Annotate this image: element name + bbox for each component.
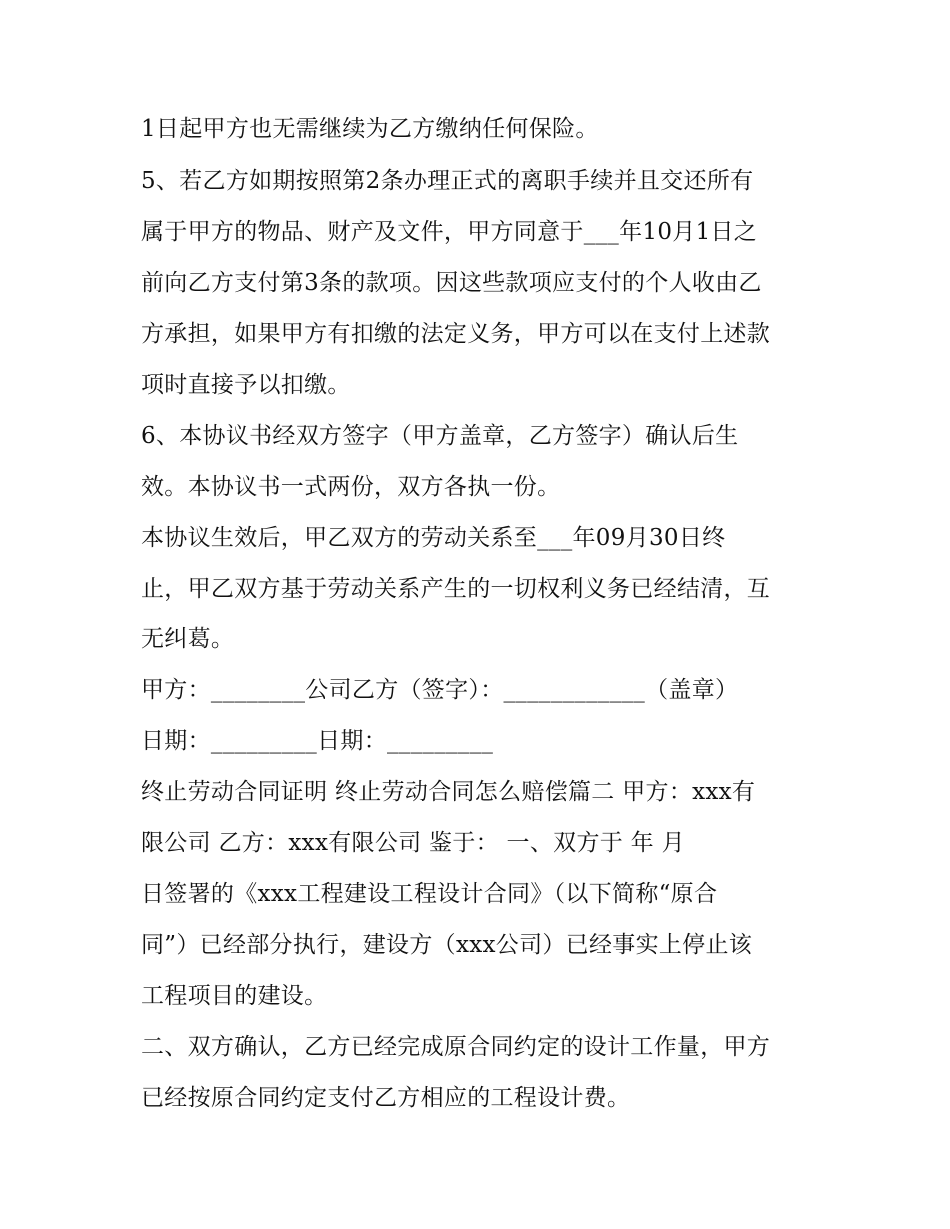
text-line: 前向乙方支付第3条的款项。因这些款项应支付的个人收由乙: [141, 270, 762, 296]
text-line: 1日起甲方也无需继续为乙方缴纳任何保险。: [141, 116, 599, 142]
date-line: 日期：_________日期：_________: [141, 728, 494, 754]
text-line: 方承担，如果甲方有扣缴的法定义务，甲方可以在支付上述款: [141, 321, 771, 347]
text-line: 终止劳动合同证明 终止劳动合同怎么赔偿篇二 甲方：xxx有: [141, 779, 756, 805]
text-line: 项时直接予以扣缴。: [141, 372, 351, 398]
signature-line: 甲方：________公司乙方（签字）：____________（盖章）: [141, 677, 739, 703]
text-line: 已经按原合同约定支付乙方相应的工程设计费。: [141, 1085, 631, 1111]
text-line: 日签署的《xxx工程建设工程设计合同》（以下简称“原合: [141, 881, 718, 907]
text-line: 5、若乙方如期按照第2条办理正式的离职手续并且交还所有: [141, 168, 754, 194]
text-line: 工程项目的建设。: [141, 983, 328, 1009]
text-line: 止，甲乙双方基于劳动关系产生的一切权利义务已经结清，互: [141, 576, 771, 602]
text-line: 6、本协议书经双方签字（甲方盖章，乙方签字）确认后生: [141, 423, 739, 449]
text-line: 二、双方确认，乙方已经完成原合同约定的设计工作量，甲方: [141, 1034, 771, 1060]
text-line: 无纠葛。: [141, 626, 235, 652]
text-line: 同”）已经部分执行，建设方（xxx公司）已经事实上停止该: [141, 932, 753, 958]
text-line: 效。本协议书一式两份，双方各执一份。: [141, 474, 561, 500]
text-line: 本协议生效后，甲乙双方的劳动关系至___年09月30日终: [141, 525, 726, 551]
text-line: 属于甲方的物品、财产及文件，甲方同意于___年10月1日之: [141, 219, 758, 245]
text-line: 限公司 乙方：xxx有限公司 鉴于： 一、双方于 年 月: [141, 830, 685, 856]
